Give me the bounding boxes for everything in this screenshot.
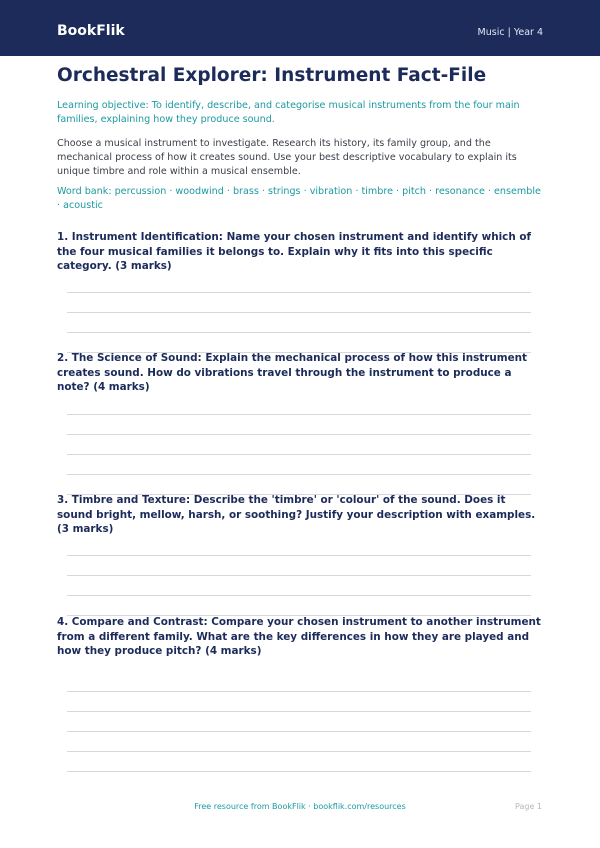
answer-line[interactable] [67,575,531,576]
answer-line[interactable] [67,332,531,333]
answer-line[interactable] [67,731,531,732]
answer-line[interactable] [67,312,531,313]
answer-line[interactable] [67,454,531,455]
answer-line[interactable] [67,434,531,435]
answer-line[interactable] [67,414,531,415]
answer-line[interactable] [67,691,531,692]
question-1: 1. Instrument Identification: Name your chosen instrument and identify which of the four musical families it belongs to. Explain why it fits into this specific category. (3 marks) [57,231,531,272]
footer-credit[interactable]: Free resource from BookFlik · bookflik.com/resources [194,802,406,811]
instructions-text: Choose a musical instrument to investigate. Research its history, its family group, and the mechanical process of how it creates sound. Use your best descriptive vocabulary to explain its unique timbre and role within a musical ensemble. [57,138,517,177]
page-number: Page 1 [515,802,542,811]
question-4: 4. Compare and Contrast: Compare your chosen instrument to another instrument from a different family. What are the key differences in how they are played and how they produce pitch? (4 marks) [57,616,541,657]
question-3: 3. Timbre and Texture: Describe the 'timbre' or 'colour' of the sound. Does it sound bright, mellow, harsh, or soothing? Justify your description with examples. (3 marks) [57,494,536,535]
page-title: Orchestral Explorer: Instrument Fact-File [57,65,487,86]
word-bank: Word bank: percussion · woodwind · brass · strings · vibration · timbre · pitch · resonance · ensemble · acoustic [57,186,541,211]
subject-label: Music | Year 4 [477,27,543,38]
answer-line[interactable] [67,555,531,556]
question-2: 2. The Science of Sound: Explain the mechanical process of how this instrument creates sound. How do vibrations travel through the instrument to produce a note? (4 marks) [57,352,528,393]
answer-line[interactable] [67,474,531,475]
answer-line[interactable] [67,771,531,772]
brand-logo[interactable]: BookFlik [57,23,125,39]
answer-line[interactable] [67,751,531,752]
answer-line[interactable] [67,292,531,293]
answer-line[interactable] [67,595,531,596]
learning-objective: Learning objective: To identify, describe, and categorise musical instruments from the four main families, explaining how they produce sound. [57,100,520,125]
answer-line[interactable] [67,711,531,712]
header-bar [0,0,600,56]
